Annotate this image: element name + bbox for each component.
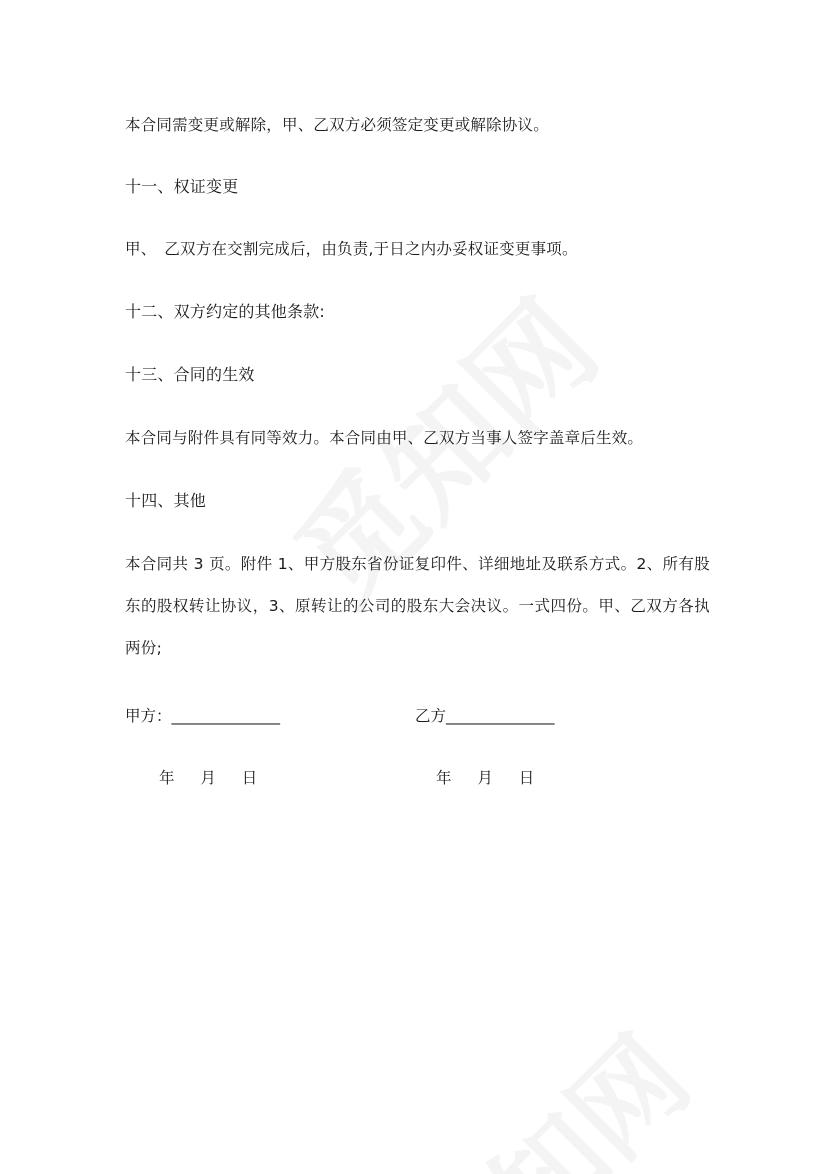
heading-twelve: 十二、双方约定的其他条款: bbox=[125, 302, 325, 321]
party-a-date bbox=[159, 768, 257, 788]
heading-thirteen: 十三、合同的生效 bbox=[125, 365, 255, 384]
clause-change-text: 本合同需变更或解除，甲、乙双方必须签定变更或解除协议。 bbox=[125, 116, 549, 134]
date-month-label: 月 bbox=[477, 769, 493, 787]
watermark-bottom bbox=[372, 996, 717, 1174]
date-year-label: 年 bbox=[159, 769, 175, 787]
clause-eleven-text: 甲、 乙双方在交割完成后，由负责,于日之内办妥权证变更事项。 bbox=[125, 240, 578, 258]
party-b-date bbox=[436, 768, 534, 788]
heading-fourteen: 十四、其他 bbox=[125, 491, 207, 510]
date-day-label: 日 bbox=[241, 769, 258, 787]
party-a-signature: 甲方：______________ bbox=[125, 707, 281, 725]
clause-thirteen-text: 本合同与附件具有同等效力。本合同由甲、乙双方当事人签字盖章后生效。 bbox=[125, 429, 644, 447]
heading-eleven: 十一、权证变更 bbox=[125, 177, 239, 196]
clause-fourteen-text: 本合同共 3 页。附件 1、甲方股东省份证复印件、详细地址及联系方式。2、所有股东的股权转让协议，3、原转让的公司的股东大会决议。一式四份。甲、乙双方各执两份; bbox=[125, 555, 710, 657]
date-month-label: 月 bbox=[200, 769, 216, 787]
date-year-label: 年 bbox=[436, 769, 452, 787]
date-day-label: 日 bbox=[518, 769, 535, 787]
party-b-signature: 乙方______________ bbox=[415, 707, 555, 725]
